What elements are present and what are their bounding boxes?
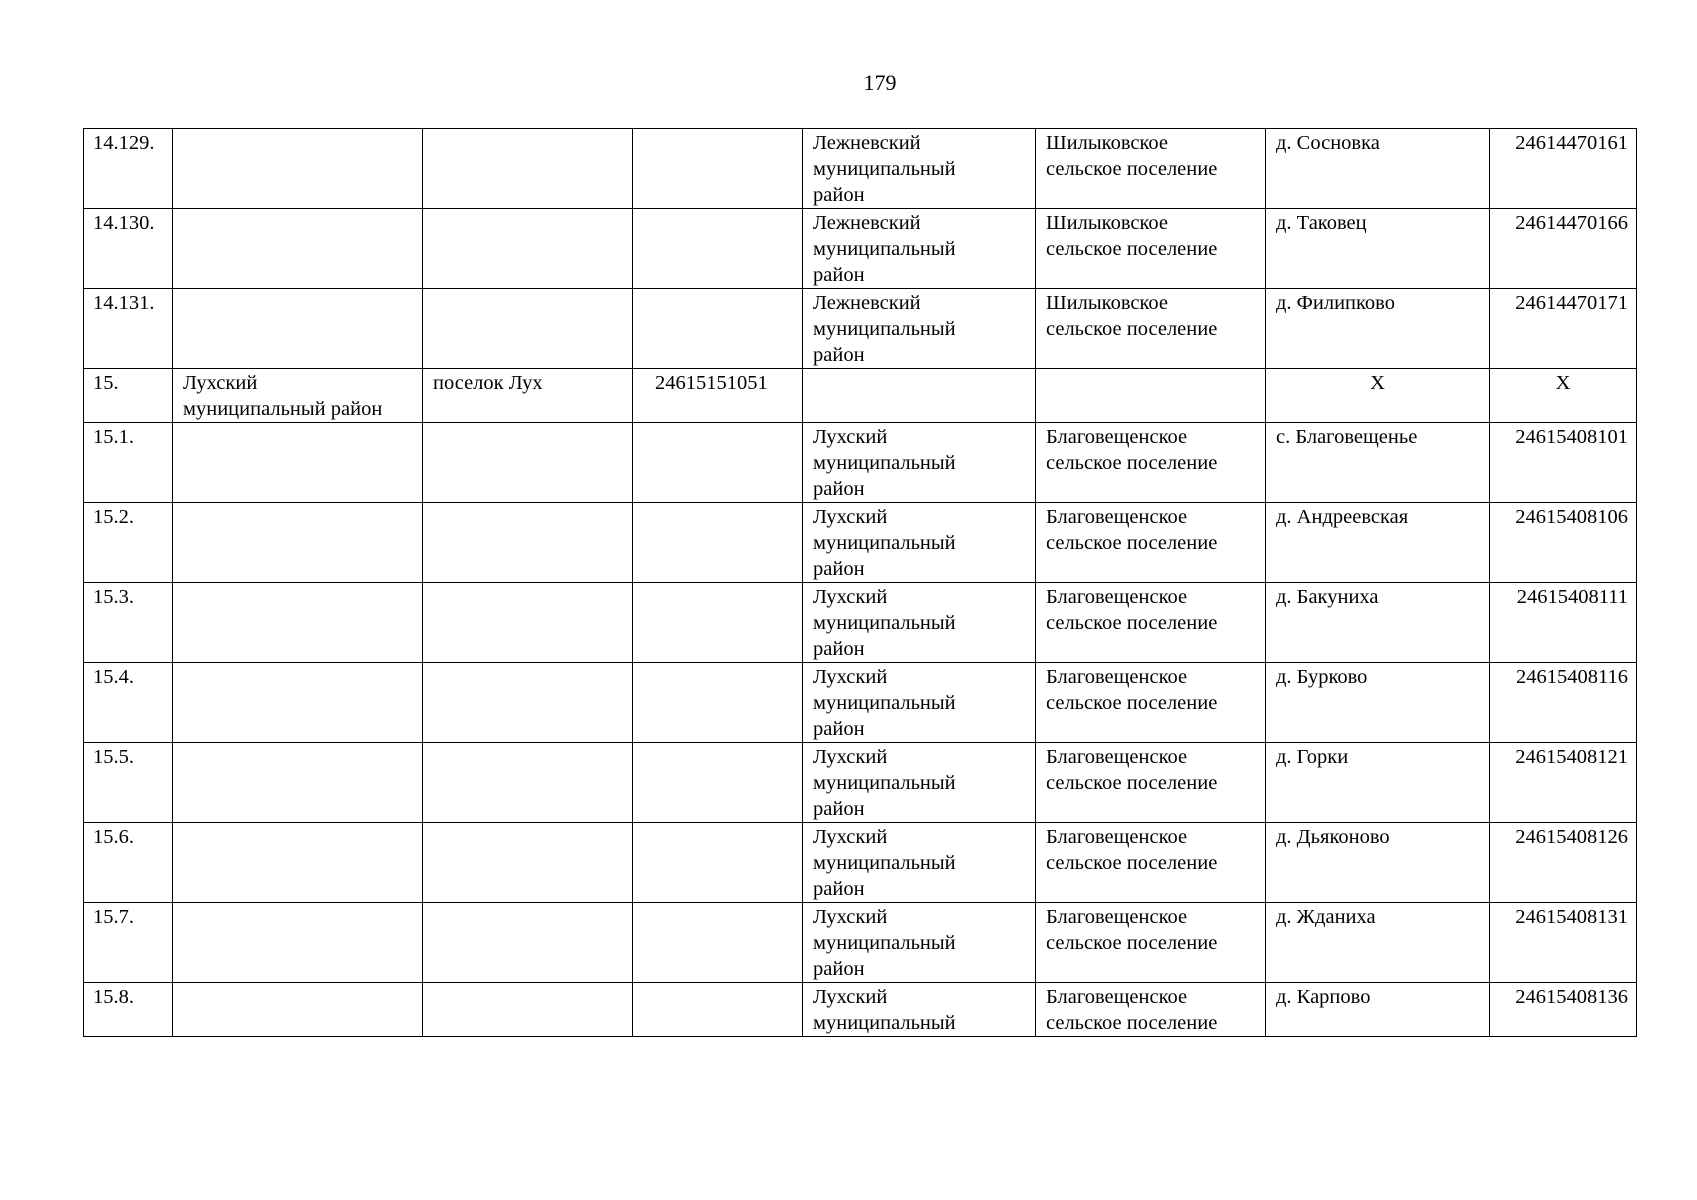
admin-center-code-cell <box>633 823 803 903</box>
cell-line: сельское поселение <box>1046 158 1218 180</box>
admin-center-cell <box>423 663 633 743</box>
municipal-district-cell <box>803 423 1036 503</box>
settlement-text <box>1046 584 1255 636</box>
admin-center-cell <box>423 983 633 1037</box>
admin-center-cell: поселок Лух <box>423 369 633 423</box>
municipal-district-cell <box>803 583 1036 663</box>
settlement-text <box>1046 664 1255 716</box>
cell-line: сельское поселение <box>1046 1012 1218 1034</box>
municipal-district-cell <box>803 743 1036 823</box>
settlement-cell <box>1036 903 1266 983</box>
cell-line: муниципальный <box>813 612 956 634</box>
cell-line: муниципальный <box>813 532 956 554</box>
municipal-district-cell <box>803 369 1036 423</box>
admin-center-cell <box>423 903 633 983</box>
district-cell <box>173 503 423 583</box>
row-number: 15.8. <box>84 983 173 1037</box>
cell-line: Благовещенское <box>1046 426 1188 448</box>
cell-line: сельское поселение <box>1046 238 1218 260</box>
settlement-cell <box>1036 369 1266 423</box>
district-cell <box>173 423 423 503</box>
cell-line: Лухский <box>813 426 888 448</box>
district-cell <box>173 663 423 743</box>
table-row <box>84 289 1637 369</box>
cell-line: Благовещенское <box>1046 746 1188 768</box>
locality-cell: д. Андреевская <box>1266 503 1490 583</box>
cell-line: Шилыковское <box>1046 132 1168 154</box>
page-number: 179 <box>863 70 897 95</box>
settlement-cell <box>1036 983 1266 1037</box>
settlement-text <box>1046 424 1255 476</box>
locality-cell: д. Карпово <box>1266 983 1490 1037</box>
admin-center-cell <box>423 423 633 503</box>
municipal-district-text <box>813 290 1025 368</box>
cell-line: район <box>813 798 865 820</box>
admin-center-cell <box>423 209 633 289</box>
admin-center-code-cell <box>633 983 803 1037</box>
settlement-text <box>1046 130 1255 182</box>
admin-center-code-cell <box>633 129 803 209</box>
table-row <box>84 743 1637 823</box>
cell-line: Лухский <box>813 826 888 848</box>
municipal-district-cell <box>803 129 1036 209</box>
locality-cell: д. Сосновка <box>1266 129 1490 209</box>
admin-center-code-cell: 24615151051 <box>633 369 803 423</box>
cell-line: Благовещенское <box>1046 666 1188 688</box>
municipal-district-text <box>813 584 1025 662</box>
cell-line: сельское поселение <box>1046 692 1218 714</box>
table-row <box>84 583 1637 663</box>
cell-line: Благовещенское <box>1046 826 1188 848</box>
cell-line: муниципальный <box>813 158 956 180</box>
cell-line: сельское поселение <box>1046 318 1218 340</box>
settlement-text <box>1046 984 1255 1036</box>
cell-line: муниципальный <box>813 692 956 714</box>
district-cell <box>173 209 423 289</box>
settlement-cell <box>1036 823 1266 903</box>
cell-line: сельское поселение <box>1046 932 1218 954</box>
cell-line: Благовещенское <box>1046 586 1188 608</box>
oktmo-code-cell: 24615408136 <box>1490 983 1637 1037</box>
locality-cell: X <box>1266 369 1490 423</box>
row-number: 15.6. <box>84 823 173 903</box>
table-row <box>84 823 1637 903</box>
locality-cell: д. Таковец <box>1266 209 1490 289</box>
municipal-district-cell <box>803 209 1036 289</box>
municipal-district-cell <box>803 823 1036 903</box>
municipal-district-text <box>813 130 1025 208</box>
settlements-table <box>83 128 1637 1037</box>
cell-line: район <box>813 878 865 900</box>
cell-line: район <box>813 264 865 286</box>
row-number: 14.130. <box>84 209 173 289</box>
municipal-district-text <box>813 664 1025 742</box>
municipal-district-cell <box>803 983 1036 1037</box>
oktmo-code-cell: 24614470171 <box>1490 289 1637 369</box>
row-number: 15.2. <box>84 503 173 583</box>
cell-line: Лежневский <box>813 292 921 314</box>
cell-line: Лухский <box>813 666 888 688</box>
admin-center-cell <box>423 289 633 369</box>
cell-line: сельское поселение <box>1046 612 1218 634</box>
admin-center-cell <box>423 129 633 209</box>
cell-line: сельское поселение <box>1046 532 1218 554</box>
admin-center-code-cell <box>633 503 803 583</box>
municipal-district-cell <box>803 903 1036 983</box>
municipal-district-text <box>813 744 1025 822</box>
cell-line: муниципальный <box>813 452 956 474</box>
locality-cell: д. Горки <box>1266 743 1490 823</box>
cell-line: сельское поселение <box>1046 852 1218 874</box>
oktmo-code-cell: 24615408131 <box>1490 903 1637 983</box>
cell-line: Шилыковское <box>1046 292 1168 314</box>
municipal-district-text <box>813 984 1025 1036</box>
oktmo-code-cell: 24615408111 <box>1490 583 1637 663</box>
settlement-cell <box>1036 503 1266 583</box>
district-cell <box>173 823 423 903</box>
oktmo-code-cell: 24615408101 <box>1490 423 1637 503</box>
settlement-cell <box>1036 663 1266 743</box>
cell-line: Лухский <box>813 506 888 528</box>
settlement-text <box>1046 290 1255 342</box>
row-number: 15.3. <box>84 583 173 663</box>
municipal-district-text <box>813 824 1025 902</box>
table-row <box>84 663 1637 743</box>
district-text <box>183 370 412 422</box>
table-row <box>84 423 1637 503</box>
admin-center-cell <box>423 823 633 903</box>
district-cell <box>173 983 423 1037</box>
cell-line: Лежневский <box>813 212 921 234</box>
oktmo-code-cell: X <box>1490 369 1637 423</box>
cell-line: Благовещенское <box>1046 986 1188 1008</box>
settlement-cell <box>1036 423 1266 503</box>
cell-line: район <box>813 478 865 500</box>
cell-line: район <box>813 638 865 660</box>
row-number: 14.131. <box>84 289 173 369</box>
cell-line: Шилыковское <box>1046 212 1168 234</box>
locality-cell: д. Бакуниха <box>1266 583 1490 663</box>
admin-center-code-cell <box>633 663 803 743</box>
locality-cell: д. Дьяконово <box>1266 823 1490 903</box>
admin-center-code-cell <box>633 423 803 503</box>
locality-cell: д. Бурково <box>1266 663 1490 743</box>
cell-line: Лухский <box>813 906 888 928</box>
cell-line: Лухский <box>813 746 888 768</box>
admin-center-code-cell <box>633 289 803 369</box>
admin-center-cell <box>423 583 633 663</box>
locality-cell: д. Жданиха <box>1266 903 1490 983</box>
cell-line: район <box>813 718 865 740</box>
settlement-text <box>1046 744 1255 796</box>
cell-line: район <box>813 184 865 206</box>
oktmo-code-cell: 24614470166 <box>1490 209 1637 289</box>
cell-line: район <box>813 344 865 366</box>
row-number: 15.5. <box>84 743 173 823</box>
district-cell <box>173 289 423 369</box>
municipal-district-cell <box>803 289 1036 369</box>
settlement-cell <box>1036 743 1266 823</box>
settlement-text <box>1046 504 1255 556</box>
district-cell <box>173 583 423 663</box>
admin-center-code-cell <box>633 583 803 663</box>
oktmo-code-cell: 24615408116 <box>1490 663 1637 743</box>
municipal-district-cell <box>803 503 1036 583</box>
locality-cell: с. Благовещенье <box>1266 423 1490 503</box>
cell-line: район <box>813 958 865 980</box>
oktmo-code-cell: 24614470161 <box>1490 129 1637 209</box>
cell-line: сельское поселение <box>1046 772 1218 794</box>
table-row <box>84 903 1637 983</box>
cell-line: сельское поселение <box>1046 452 1218 474</box>
settlement-text <box>1046 824 1255 876</box>
cell-line: муниципальный <box>813 852 956 874</box>
oktmo-code-cell: 24615408126 <box>1490 823 1637 903</box>
district-cell <box>173 743 423 823</box>
admin-center-code-cell <box>633 903 803 983</box>
municipal-district-text <box>813 210 1025 288</box>
table-row-district <box>84 369 1637 423</box>
row-number: 14.129. <box>84 129 173 209</box>
locality-cell: д. Филипково <box>1266 289 1490 369</box>
settlement-cell <box>1036 129 1266 209</box>
cell-line: муниципальный <box>813 238 956 260</box>
cell-line: Лухский <box>813 986 888 1008</box>
admin-center-code-cell <box>633 209 803 289</box>
district-cell <box>173 903 423 983</box>
oktmo-code-cell: 24615408121 <box>1490 743 1637 823</box>
table-row <box>84 983 1637 1037</box>
cell-line: муниципальный <box>813 318 956 340</box>
cell-line: муниципальный <box>813 772 956 794</box>
municipal-district-cell <box>803 663 1036 743</box>
table-row <box>84 503 1637 583</box>
cell-line: Лежневский <box>813 132 921 154</box>
cell-line: Лухский <box>183 372 258 394</box>
settlement-cell <box>1036 289 1266 369</box>
municipal-district-text <box>813 424 1025 502</box>
cell-line: муниципальный район <box>183 398 383 420</box>
cell-line: Лухский <box>813 586 888 608</box>
settlement-cell <box>1036 209 1266 289</box>
district-cell <box>173 129 423 209</box>
admin-center-code-cell <box>633 743 803 823</box>
table-row <box>84 209 1637 289</box>
cell-line: муниципальный <box>813 1012 956 1034</box>
municipal-district-text <box>813 504 1025 582</box>
row-number: 15.1. <box>84 423 173 503</box>
cell-line: муниципальный <box>813 932 956 954</box>
settlement-text <box>1046 904 1255 956</box>
admin-center-cell <box>423 743 633 823</box>
table-row <box>84 129 1637 209</box>
row-number: 15. <box>84 369 173 423</box>
municipal-district-text <box>813 904 1025 982</box>
cell-line: район <box>813 558 865 580</box>
cell-line: Благовещенское <box>1046 506 1188 528</box>
district-cell <box>173 369 423 423</box>
row-number: 15.4. <box>84 663 173 743</box>
cell-line: Благовещенское <box>1046 906 1188 928</box>
settlement-cell <box>1036 583 1266 663</box>
settlement-text <box>1046 210 1255 262</box>
oktmo-code-cell: 24615408106 <box>1490 503 1637 583</box>
row-number: 15.7. <box>84 903 173 983</box>
admin-center-cell <box>423 503 633 583</box>
